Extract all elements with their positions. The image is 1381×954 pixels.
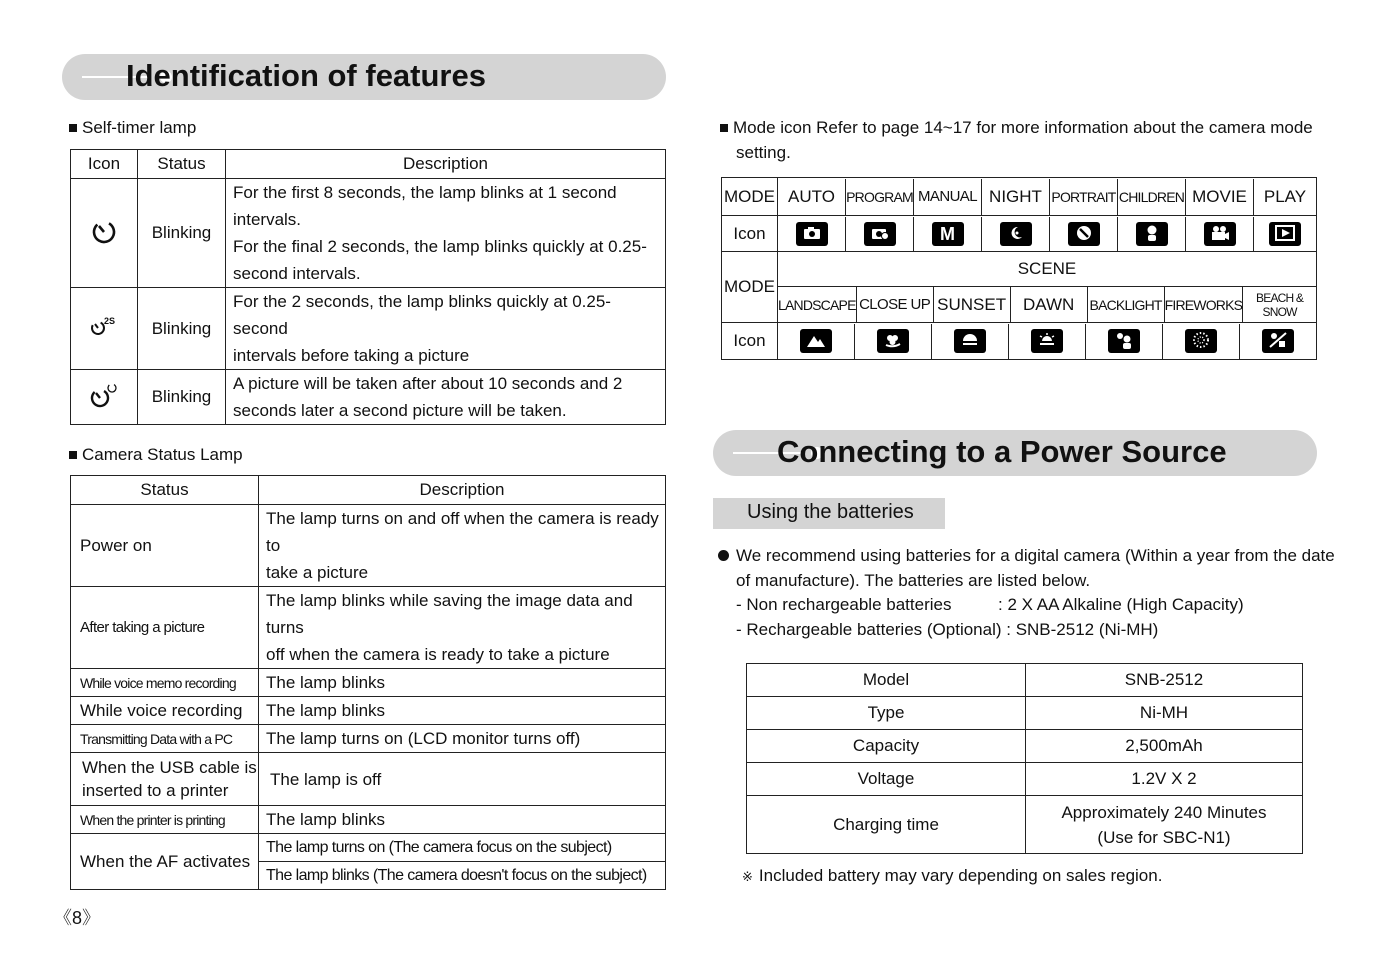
spec-value: Approximately 240 Minutes (Use for SBC-N1) xyxy=(1026,796,1303,854)
dawn-icon xyxy=(1009,324,1086,359)
subheading-bar xyxy=(713,498,945,529)
section-title-bar xyxy=(62,54,666,100)
mode-name: MOVIE xyxy=(1186,179,1254,215)
scene-name: SUNSET xyxy=(933,287,1010,322)
status-text: Blinking xyxy=(138,179,226,288)
table-row xyxy=(71,806,666,834)
section-title-bar xyxy=(713,430,1317,476)
camera-icon xyxy=(778,217,846,251)
scene-name: BACKLIGHT xyxy=(1087,287,1164,322)
table-row xyxy=(71,505,666,587)
table-row xyxy=(71,288,666,370)
header-icon: Icon xyxy=(71,150,138,179)
table-row xyxy=(71,697,666,725)
scene-name: BEACH & SNOW xyxy=(1256,290,1304,319)
close-up-icon xyxy=(855,324,932,359)
icon-label: Icon xyxy=(722,323,778,360)
status-text: While voice memo recording xyxy=(71,669,259,697)
description-cell: The lamp blinks (The camera doesn't focus on the subject) xyxy=(259,862,666,890)
description-cell: For the first 8 seconds, the lamp blinks at 1 second intervals. For the final 2 seconds, the lamp blinks quickly at 0.25- second intervals. xyxy=(226,179,666,288)
status-text: While voice recording xyxy=(71,697,259,725)
status-text: Power on xyxy=(71,505,259,587)
header-status: Status xyxy=(71,476,259,505)
spec-value: 1.2V X 2 xyxy=(1026,763,1303,796)
night-icon xyxy=(982,217,1050,251)
table-row xyxy=(71,179,666,288)
page-number: 《8》 xyxy=(54,908,101,928)
battery-paragraph: We recommend using batteries for a digital camera (Within a year from the date of manufacture). The batteries are listed below. - Non rechargeable batteries : 2 X AA Alkaline (High Capacity) - Rechargeable batteries (Optional) : SNB-2512 (Ni-MH) xyxy=(718,544,1335,642)
mode-label: MODE xyxy=(722,178,778,216)
table-row xyxy=(747,664,1303,697)
status-text: Transmitting Data with a PC xyxy=(71,725,259,753)
backlight-icon xyxy=(1086,324,1163,359)
mode-name: PROGRAM xyxy=(846,179,914,215)
scene-name: FIREWORKS xyxy=(1164,287,1243,322)
table-row xyxy=(71,370,666,425)
movie-icon xyxy=(1186,217,1254,251)
status-text: Blinking xyxy=(138,370,226,425)
header-description: Description xyxy=(226,150,666,179)
table-row xyxy=(71,753,666,806)
note-mark: ※ xyxy=(742,869,753,884)
table-row xyxy=(71,725,666,753)
description-cell: The lamp blinks xyxy=(259,697,666,725)
header-description: Description xyxy=(259,476,666,505)
spec-value: SNB-2512 xyxy=(1026,664,1303,697)
status-text: When the printer is printing xyxy=(71,806,259,834)
fireworks-icon xyxy=(1163,324,1240,359)
spec-key: Capacity xyxy=(747,730,1026,763)
description-cell: The lamp turns on (LCD monitor turns off) xyxy=(259,725,666,753)
table-row xyxy=(747,796,1303,854)
description-cell: The lamp turns on and off when the camera is ready to take a picture xyxy=(259,505,666,587)
description-cell: For the 2 seconds, the lamp blinks quickly at 0.25-second intervals before taking a picture xyxy=(226,288,666,370)
selftimer-label: Self-timer lamp xyxy=(69,118,196,138)
table-row xyxy=(747,730,1303,763)
spec-key: Model xyxy=(747,664,1026,697)
mode-label: MODE xyxy=(722,252,778,323)
bullet-icon xyxy=(718,550,729,561)
spec-value: Ni-MH xyxy=(1026,697,1303,730)
status-text: After taking a picture xyxy=(71,587,259,669)
footnote: ※ Included battery may vary depending on sales region. xyxy=(742,866,1163,885)
table-row xyxy=(71,669,666,697)
selftimer-icon xyxy=(71,179,138,288)
sunset-icon xyxy=(932,324,1009,359)
double-selftimer-icon xyxy=(71,370,138,425)
selftimer-table xyxy=(70,149,666,425)
manual-icon: M xyxy=(914,217,982,251)
subheading: Using the batteries xyxy=(747,501,914,523)
spec-key: Charging time xyxy=(747,796,1026,854)
description-cell: The lamp blinks xyxy=(259,669,666,697)
description-cell: A picture will be taken after about 10 seconds and 2 seconds later a second picture will be taken. xyxy=(226,370,666,425)
landscape-icon xyxy=(778,324,855,359)
portrait-icon xyxy=(1050,217,1118,251)
spec-key: Voltage xyxy=(747,763,1026,796)
play-icon xyxy=(1254,217,1317,251)
table-row xyxy=(71,834,666,862)
mode-name: PORTRAIT xyxy=(1050,179,1118,215)
scene-name: DAWN xyxy=(1010,287,1087,322)
children-icon xyxy=(1118,217,1186,251)
scene-name: CLOSE UP xyxy=(856,287,933,322)
description-cell: The lamp blinks xyxy=(259,806,666,834)
beach-snow-icon xyxy=(1240,324,1317,359)
mode-name: CHILDREN xyxy=(1118,179,1186,215)
status-lamp-label: Camera Status Lamp xyxy=(69,445,243,465)
status-text: When the USB cable is inserted to a printer xyxy=(71,753,259,806)
mode-name: PLAY xyxy=(1263,186,1307,206)
mode-icon-table xyxy=(721,177,1317,360)
header-status: Status xyxy=(138,150,226,179)
scene-name: LANDSCAPE xyxy=(778,287,856,322)
description-cell: The lamp turns on (The camera focus on the subject) xyxy=(259,834,666,862)
status-lamp-table xyxy=(70,475,666,890)
icon-label: Icon xyxy=(722,216,778,252)
program-icon xyxy=(846,217,914,251)
mode-name: AUTO xyxy=(778,179,846,215)
battery-spec-table xyxy=(746,663,1303,854)
spec-value: 2,500mAh xyxy=(1026,730,1303,763)
status-text: When the AF activates xyxy=(71,834,259,890)
table-row xyxy=(747,763,1303,796)
mode-name: MANUAL xyxy=(914,179,982,215)
description-cell: The lamp is off xyxy=(259,753,666,806)
section-title: Identification of features xyxy=(126,58,486,93)
mode-note: Mode icon Refer to page 14~17 for more information about the camera mode setting. xyxy=(720,116,1313,165)
section-title: Connecting to a Power Source xyxy=(777,434,1227,469)
selftimer-2s-icon xyxy=(71,288,138,370)
scene-label: SCENE xyxy=(778,252,1316,287)
mode-name: NIGHT xyxy=(982,179,1050,215)
table-row xyxy=(71,587,666,669)
status-text: Blinking xyxy=(138,288,226,370)
spec-key: Type xyxy=(747,697,1026,730)
description-cell: The lamp blinks while saving the image data and turns off when the camera is ready to take a picture xyxy=(259,587,666,669)
svg-text:2S: 2S xyxy=(104,316,116,326)
table-row xyxy=(747,697,1303,730)
